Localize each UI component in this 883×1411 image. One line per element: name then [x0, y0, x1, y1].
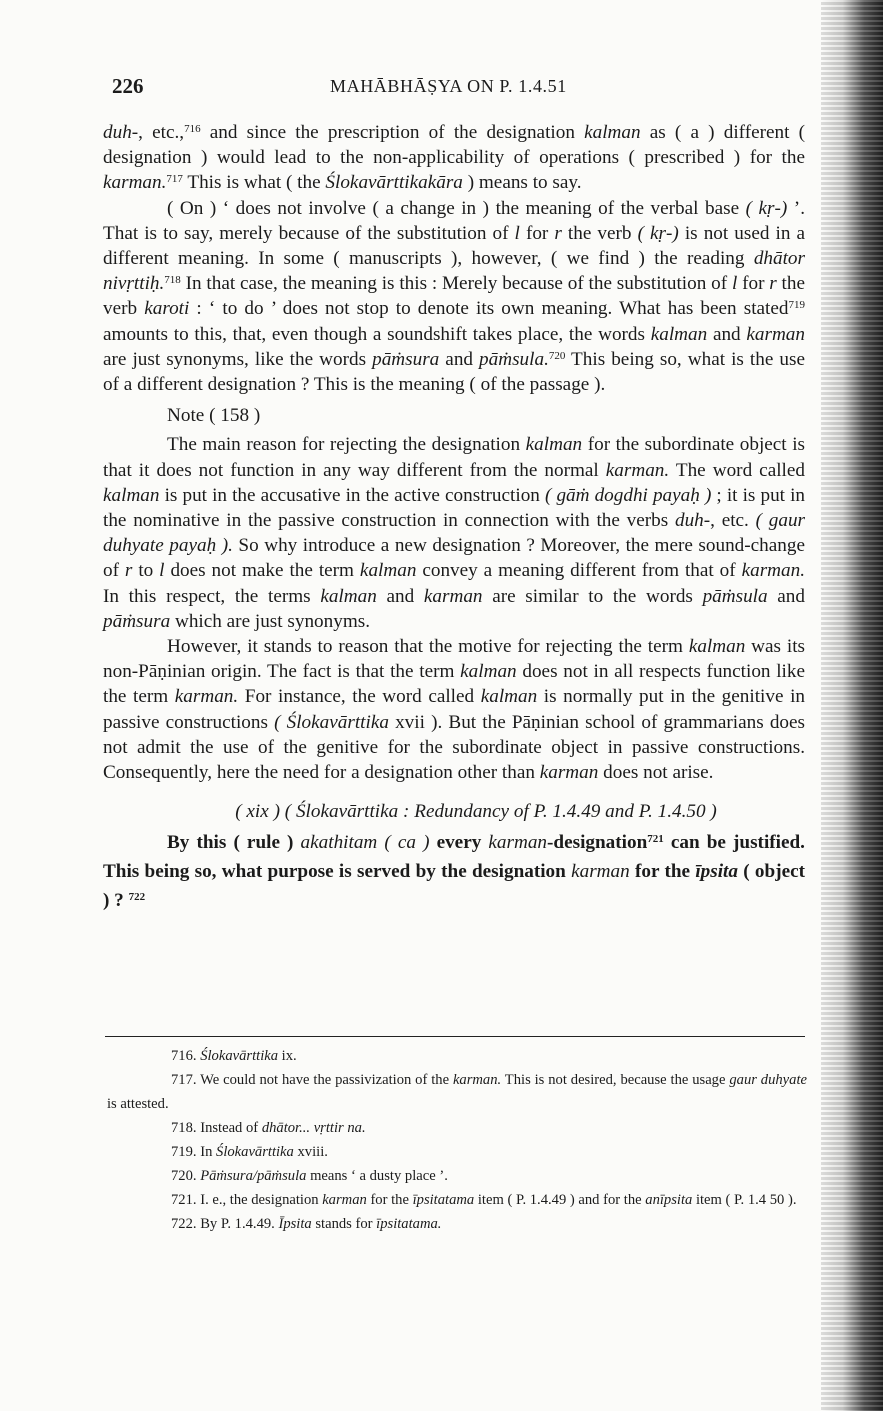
text-run: kalman: [460, 661, 517, 683]
text-run: is not used in a different meaning. In some ( manuscripts ), however, ( we find ) the reading: [103, 222, 806, 270]
text-run: stands for: [311, 1216, 377, 1232]
text-run: karman: [571, 861, 630, 883]
footnote-number: 722.: [171, 1216, 197, 1232]
text-run: kalman: [480, 686, 538, 708]
text-run: karman.: [741, 560, 805, 582]
text-run: For instance, the word called: [238, 686, 481, 708]
footnote-719: [107, 1140, 807, 1164]
section-gap: [103, 785, 805, 799]
text-run: ) means to say.: [462, 172, 582, 194]
main-text: [103, 120, 805, 915]
text-run: kalman: [525, 434, 583, 456]
text-run: , etc.: [710, 510, 756, 532]
footnote-number: 720.: [171, 1168, 197, 1184]
text-run: : ‘ to do ’ does not stop to denote its own meaning. What has been stated: [189, 298, 789, 320]
text-run: does not in all respects function like the term: [103, 661, 805, 708]
note-heading: Note ( 158 ): [167, 405, 261, 427]
text-run: ’. That is to say, merely because of the substitution of: [103, 197, 805, 244]
text-run: to: [132, 560, 160, 582]
text-run: karman: [423, 585, 483, 607]
footnote-716: [107, 1044, 807, 1068]
text-run: are just synonyms, like the words: [103, 348, 373, 370]
text-run: In: [200, 1144, 217, 1160]
text-run: īpsitatama: [412, 1192, 475, 1208]
text-run: kalman: [320, 585, 377, 607]
text-run: was its non-Pāṇinian origin. The fact is that the term: [103, 636, 805, 683]
text-run: pāṁsura: [103, 610, 171, 632]
text-run: kalman: [359, 560, 417, 582]
text-run: convey a meaning different from that of: [416, 560, 742, 582]
text-run: So why introduce a new designation ? Moreover, the mere sound-change of: [103, 535, 805, 582]
text-run: Ślokavārttika: [216, 1144, 294, 1160]
text-run: karman.: [174, 686, 239, 708]
text-run: karman: [322, 1192, 367, 1208]
text-run: xvii ). But the Pāṇinian school of grammarians does not admit the use of the genitive for the subordinate object in passive constructions. Consequently, here the need for a designation other than: [103, 711, 805, 784]
footnote-number: 716.: [171, 1048, 197, 1064]
text-run: Īpsita: [278, 1216, 312, 1232]
text-run: l: [514, 222, 520, 244]
text-run: for the: [629, 861, 696, 883]
running-head: MAHĀBHĀṢYA ON P. 1.4.51: [330, 76, 567, 96]
text-run: pāṁsura: [372, 348, 440, 370]
text-run: are similar to the words: [482, 585, 703, 607]
text-run: and: [439, 348, 480, 370]
text-run: ix.: [278, 1048, 297, 1064]
text-run: for: [519, 222, 555, 244]
text-run: We could not have the passivization of the: [200, 1072, 453, 1088]
text-run: akathitam ( ca ): [300, 832, 430, 854]
text-run: which are just synonyms.: [170, 610, 371, 632]
text-run: r: [554, 222, 562, 244]
text-run: ( gaur duhyate payaḥ ).: [103, 510, 805, 557]
text-run: ( Ślokavārttika: [274, 711, 389, 733]
page-header: [112, 74, 802, 104]
text-run: kalman: [650, 323, 708, 345]
text-run: can be justified. This being so, what purpose is served by the designation: [103, 832, 805, 883]
text-run: ( object ) ?: [103, 861, 805, 912]
footnote-ref: 717: [166, 173, 183, 186]
text-run: means ‘ a dusty place ’.: [306, 1168, 448, 1184]
text-run: pāṁsula.: [479, 348, 549, 370]
footnote-ref: 722: [128, 891, 146, 904]
text-run: gaur duhyate: [729, 1072, 807, 1088]
footnote-ref: 720: [548, 349, 566, 362]
footnote-ref: 721: [647, 833, 664, 846]
footnote-rule: [105, 1036, 805, 1037]
footnote-number: 721.: [171, 1192, 197, 1208]
text-run: karman.: [605, 459, 670, 481]
text-run: for the: [366, 1192, 413, 1208]
text-run: is attested.: [107, 1096, 169, 1112]
text-run: item ( P. 1.4 50 ).: [692, 1192, 797, 1208]
footnote-720: [107, 1164, 807, 1188]
text-run: amounts to this, that, even though a soundshift takes place, the words: [103, 323, 651, 345]
text-run: as ( a ) different ( designation ) would lead to the non-applicability of operations ( prescribed ) for the: [103, 122, 805, 169]
paragraph-5: [103, 828, 805, 915]
text-run: duh-: [103, 122, 139, 143]
text-run: the verb: [561, 222, 638, 244]
text-run: does not arise.: [598, 762, 714, 784]
footnote-ref: 718: [164, 274, 181, 287]
text-run: r: [124, 560, 133, 582]
paragraph-4: [103, 634, 805, 785]
text-run: In this respect, the terms: [103, 585, 321, 607]
text-run: item ( P. 1.4.49 ) and for the: [474, 1192, 646, 1208]
text-run: The main reason for rejecting the designation: [167, 434, 526, 456]
text-run: dhātor nivṛttiḥ.: [103, 248, 805, 295]
text-run: ( kṛ-): [637, 222, 679, 244]
footnote-718: [107, 1116, 807, 1140]
text-run: In that case, the meaning is this : Merely because of the substitution of: [180, 273, 732, 295]
text-run: and: [376, 585, 424, 607]
footnote-717: [107, 1068, 807, 1116]
text-run: dhātor... vṛttir na.: [261, 1120, 366, 1136]
text-run: However, it stands to reason that the motive for rejecting the term: [167, 636, 689, 658]
text-run: By this ( rule ): [167, 832, 301, 854]
footnote-number: 717.: [171, 1072, 197, 1088]
text-run: l: [731, 273, 738, 295]
footnote-721: [107, 1188, 807, 1212]
paragraph-1: [103, 120, 805, 196]
text-run: īpsitatama.: [376, 1216, 442, 1232]
footnote-number: 718.: [171, 1120, 197, 1136]
footnote-number: 719.: [171, 1144, 197, 1160]
text-run: pāṁsula: [702, 585, 768, 607]
text-run: anīpsita: [645, 1192, 693, 1208]
text-run: karman.: [452, 1072, 502, 1088]
text-run: The word called: [669, 459, 805, 481]
footnotes: [107, 1044, 807, 1236]
text-run: and since the prescription of the designation: [200, 122, 585, 143]
text-run: every: [429, 832, 489, 854]
text-run: ; it is put in the nominative in the passive construction in connection with the verbs: [103, 484, 806, 532]
section-heading: ( xix ) ( Ślokavārttika : Redundancy of P. 1.4.49 and P. 1.4.50 ): [235, 801, 717, 823]
text-run: karman: [488, 832, 548, 854]
text-run: Pāṁsura/pāṁsula: [200, 1168, 307, 1184]
text-run: for the subordinate object is that it does not function in any way different from the normal: [103, 434, 806, 481]
text-run: ( gāṁ dogdhi payaḥ ): [544, 484, 712, 506]
text-run: karman: [539, 762, 599, 784]
text-run: is put in the accusative in the active construction: [159, 484, 545, 506]
text-run: ( On ) ‘ does not involve ( a change in ) the meaning of the verbal base: [167, 197, 746, 219]
text-run: the verb: [103, 273, 805, 320]
text-run: , etc.,: [138, 122, 185, 143]
text-run: is normally put in the genitive in passive constructions: [103, 686, 806, 733]
text-run: karman.: [103, 172, 167, 194]
text-run: l: [159, 560, 165, 582]
text-run: Ślokavārttikakāra: [325, 172, 463, 194]
scan-binding-edge: [821, 0, 883, 1411]
paragraph-2: [103, 196, 805, 398]
text-run: kalman: [584, 122, 641, 143]
page-number: 226: [112, 74, 144, 98]
text-run: and: [767, 585, 805, 607]
text-run: Ślokavārttika: [200, 1048, 279, 1064]
text-run: Instead of: [200, 1120, 262, 1136]
text-run: kalman: [103, 484, 160, 506]
footnote-722: [107, 1212, 807, 1236]
text-run: for: [737, 273, 770, 295]
text-run: ( kṛ-): [745, 197, 788, 219]
text-run: duh-: [674, 510, 711, 532]
text-run: By P. 1.4.49.: [200, 1216, 279, 1232]
text-run: r: [769, 273, 777, 295]
text-run: does not make the term: [164, 560, 360, 582]
text-run: I. e., the designation: [200, 1192, 323, 1208]
text-run: This is not desired, because the usage: [501, 1072, 730, 1088]
text-run: and: [707, 323, 747, 345]
text-run: This being so, what is the use of a different designation ? This is the meaning ( of the passage ).: [103, 348, 805, 396]
text-run: xviii.: [293, 1144, 328, 1160]
text-run: -designation: [547, 832, 648, 854]
footnote-ref: 719: [788, 299, 805, 312]
text-run: This is what ( the: [182, 172, 326, 194]
text-run: īpsita: [695, 861, 738, 883]
paragraph-3: [103, 432, 805, 634]
text-run: karman: [746, 323, 805, 345]
footnote-ref: 716: [184, 123, 201, 135]
text-run: kalman: [688, 636, 746, 658]
text-run: karoti: [144, 298, 190, 320]
